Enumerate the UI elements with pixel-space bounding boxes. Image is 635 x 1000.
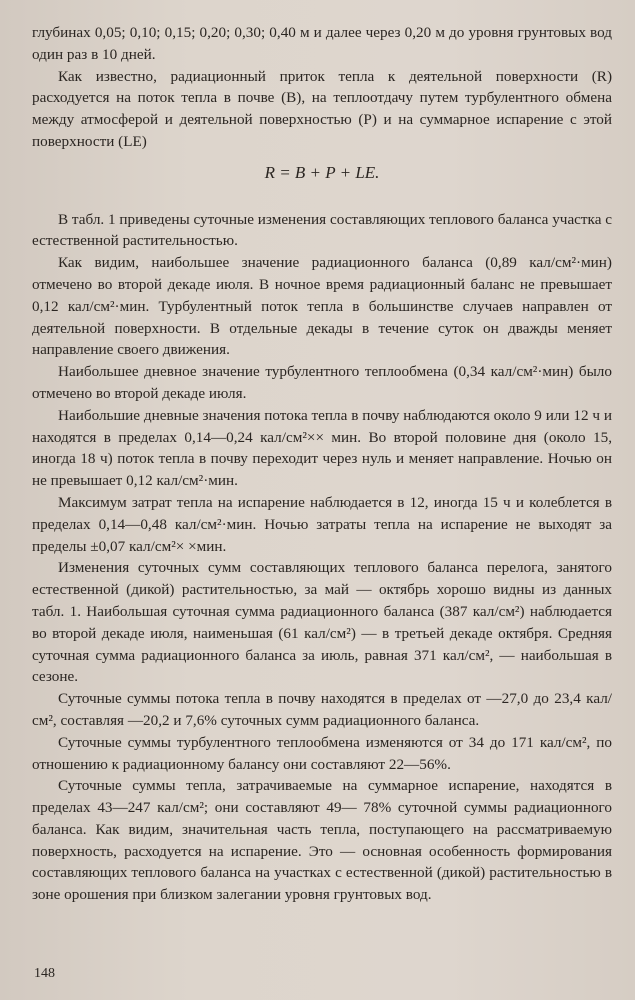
body-text (32, 22, 612, 906)
paragraph-daily-sums: Изменения суточных сумм составляющих теплового баланса перелога, занятого естественной (дикой) растительностью, за май — октябрь хорошо видны из данных табл. 1. Наибольшая суточная сумма радиационного баланса (387 кал/см²) наблюдается во второй декаде июля, наименьшая (61 кал/см²) — в третьей декаде октября. Средняя суточная сумма радиационного баланса за июль, равная 371 кал/см², — наибольшая в сезоне. (32, 559, 612, 686)
paragraph-turbulent-daily-sums: Суточные суммы турбулентного теплообмена изменяются от 34 до 171 кал/см², по отношению к радиационному балансу они составляют 22—56%. (32, 733, 612, 773)
paragraph-turbulent-exchange: Наибольшее дневное значение турбулентного теплообмена (0,34 кал/см²·мин) было отмечено во второй декаде июля. (32, 363, 612, 402)
paragraph-soil-heat-flux: Наибольшие дневные значения потока тепла в почву наблюдаются около 9 или 12 ч и находятся в пределах 0,14—0,24 кал/см²×× мин. Во второй половине дня (около 15, иногда 18 ч) поток тепла в почву переходит через нуль и меняет направление. Ночью он не превышает 0,12 кал/см²·мин. (32, 406, 612, 490)
paragraph-table-reference: В табл. 1 приведены суточные изменения составляющих теплового баланса участка с естественной растительностью. (32, 210, 612, 250)
heat-balance-formula: R = B + P + LE. (264, 162, 380, 182)
paragraph-evaporation-daily-sums: Суточные суммы тепла, затрачиваемые на суммарное испарение, находятся в пределах 43—247 кал/см²; они составляют 49— 78% суточной суммы радиационного баланса. Как видим, значительная часть тепла, поступающего на рассматриваемую поверхность, расходуется на испарение. Это — основная особенность формирования составляющих теплового баланса на участках с естественной (дикой) растительностью в зоне орошения при близком залегании уровня грунтовых вод. (32, 777, 612, 904)
paragraph-continued: глубинах 0,05; 0,10; 0,15; 0,20; 0,30; 0,40 м и далее через 0,20 м до уровня грунтовых вод один раз в 10 дней. (32, 24, 612, 63)
paragraph-heat-balance-intro: Как известно, радиационный приток тепла к деятельной поверхности (R) расходуется на поток тепла в почве (B), на теплоотдачу путем турбулентного обмена между атмосферой и деятельной поверхностью (P) и на суммарное испарение с этой поверхности (LE) (32, 67, 612, 150)
page-number: 148 (34, 966, 55, 981)
paragraph-radiation-balance: Как видим, наибольшее значение радиационного баланса (0,89 кал/см²·мин) отмечено во второй декаде июля. В ночное время радиационный баланс не превышает 0,12 кал/см²·мин. Турбулентный поток тепла в большинстве случаев направлен от деятельной поверхности. В отдельные декады в течение суток он дважды меняет направление своего движения. (32, 254, 612, 359)
paragraph-gap (32, 195, 612, 209)
paragraph-evaporation: Максимум затрат тепла на испарение наблюдается в 12, иногда 15 ч и колеблется в пределах 0,14—0,48 кал/см²·мин. Ночью затраты тепла на испарение не выходят за пределы ±0,07 кал/см²× ×мин. (32, 493, 612, 555)
paragraph-soil-daily-sums: Суточные суммы потока тепла в почву находятся в пределах от —27,0 до 23,4 кал/см², составляя —20,2 и 7,6% суточных сумм радиационного баланса. (32, 690, 612, 729)
